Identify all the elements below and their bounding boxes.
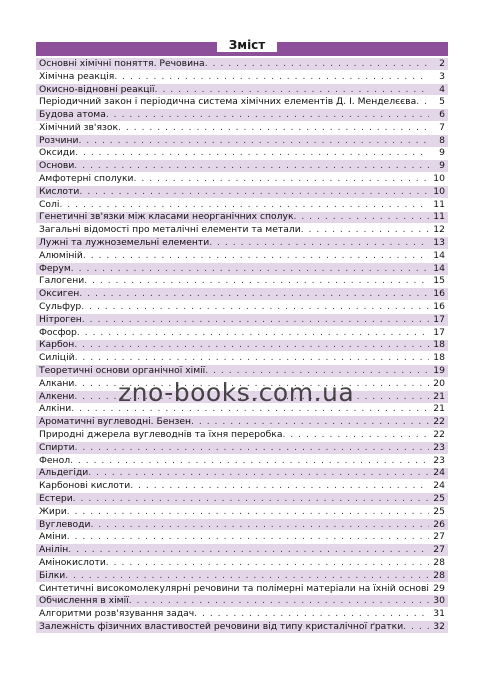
toc-leader-dots bbox=[294, 211, 430, 223]
toc-page-number: 17 bbox=[433, 326, 445, 338]
toc-entry-title: Алкени bbox=[39, 390, 75, 402]
toc-entry bbox=[36, 519, 429, 531]
toc-row[interactable] bbox=[36, 531, 448, 544]
toc-row[interactable] bbox=[36, 608, 448, 621]
toc-row[interactable] bbox=[36, 544, 448, 557]
toc-leader-dots bbox=[416, 96, 429, 108]
toc-leader-dots bbox=[79, 288, 429, 300]
toc-row[interactable] bbox=[36, 429, 448, 442]
toc-page-number: 29 bbox=[433, 582, 445, 594]
toc-leader-dots bbox=[67, 506, 429, 518]
toc-leader-dots bbox=[67, 531, 429, 543]
toc-page-number: 25 bbox=[433, 493, 445, 504]
toc-entry-title: Сульфур bbox=[39, 301, 82, 313]
toc-row[interactable] bbox=[36, 570, 448, 583]
toc-row[interactable] bbox=[36, 173, 448, 186]
toc-entry bbox=[36, 416, 429, 428]
toc-entry bbox=[36, 135, 429, 147]
toc-entry-title: Алкани bbox=[39, 377, 75, 389]
toc-entry-title: Естери bbox=[39, 493, 73, 504]
toc-row[interactable] bbox=[36, 480, 448, 493]
toc-entry bbox=[36, 288, 429, 300]
toc-row[interactable] bbox=[36, 109, 448, 122]
toc-entry-title: Хімічний зв'язок bbox=[39, 121, 119, 133]
toc-page-number: 28 bbox=[433, 569, 445, 581]
toc-page-number: 14 bbox=[433, 262, 445, 274]
toc-entry-title: Природні джерела вуглеводнів та їхня переробка bbox=[39, 429, 283, 441]
toc-leader-dots bbox=[403, 621, 429, 633]
toc-entry-title: Періодичний закон і періодична система хімічних елементів Д. І. Менделєєва bbox=[39, 96, 417, 108]
toc-row[interactable] bbox=[36, 621, 448, 634]
toc-leader-dots bbox=[114, 71, 429, 83]
toc-page-number: 10 bbox=[433, 185, 445, 197]
toc-entry bbox=[36, 544, 429, 556]
toc-leader-dots bbox=[106, 557, 429, 569]
toc-entry-title: Карбонові кислоти bbox=[39, 480, 131, 492]
toc-leader-dots bbox=[205, 365, 429, 377]
toc-entry bbox=[36, 263, 429, 275]
toc-leader-dots bbox=[59, 199, 429, 211]
toc-row[interactable] bbox=[36, 340, 448, 353]
toc-row[interactable] bbox=[36, 186, 448, 199]
toc-page-number: 18 bbox=[433, 339, 445, 351]
toc-leader-dots bbox=[106, 109, 429, 121]
toc-page-number: 21 bbox=[433, 390, 445, 402]
toc-page-number: 3 bbox=[439, 70, 445, 82]
toc-page-number: 4 bbox=[439, 83, 445, 95]
toc-entry bbox=[36, 224, 429, 236]
toc-entry bbox=[36, 327, 429, 339]
toc-entry bbox=[36, 621, 429, 633]
toc-entry-title: Жири bbox=[39, 505, 67, 517]
toc-entry bbox=[36, 122, 429, 134]
toc-entry-title: Кислоти bbox=[39, 185, 80, 197]
toc-entry-title: Карбон bbox=[39, 339, 75, 351]
toc-leader-dots bbox=[194, 608, 429, 620]
toc-row[interactable] bbox=[36, 212, 448, 225]
toc-row[interactable] bbox=[36, 416, 448, 429]
toc-row[interactable] bbox=[36, 84, 448, 97]
toc-row[interactable] bbox=[36, 276, 448, 289]
toc-row[interactable] bbox=[36, 455, 448, 468]
toc-entry bbox=[36, 442, 429, 454]
toc-entry-title: Залежність фізичних властивостей речовини від типу кристалічної ґратки bbox=[39, 620, 404, 632]
toc-entry-title: Обчислення в хімії bbox=[39, 595, 129, 607]
toc-entry-title: Алкіни bbox=[39, 403, 72, 415]
toc-entry-title: Розчини bbox=[39, 134, 79, 146]
toc-entry bbox=[36, 96, 429, 108]
toc-row[interactable] bbox=[36, 58, 448, 71]
toc-entry-title: Нітроген bbox=[39, 313, 82, 325]
toc-page-number: 22 bbox=[433, 416, 445, 428]
toc-row[interactable] bbox=[36, 263, 448, 276]
toc-page-number: 28 bbox=[433, 556, 445, 568]
toc-page-number: 16 bbox=[433, 301, 445, 313]
toc-entry bbox=[36, 199, 429, 211]
toc-entry bbox=[36, 250, 429, 262]
toc-entry bbox=[36, 506, 429, 518]
table-of-contents bbox=[36, 58, 448, 634]
toc-page-number: 11 bbox=[433, 198, 445, 210]
toc-entry-title: Білки bbox=[39, 569, 66, 581]
toc-entry-title: Фосфор bbox=[39, 326, 77, 338]
toc-entry-title: Вуглеводи bbox=[39, 518, 91, 530]
toc-page-number: 13 bbox=[433, 237, 445, 249]
toc-entry bbox=[36, 583, 429, 595]
toc-entry-title: Оксиген bbox=[39, 288, 80, 300]
toc-row[interactable] bbox=[36, 71, 448, 84]
toc-entry bbox=[36, 71, 429, 83]
toc-page-number: 32 bbox=[433, 620, 445, 632]
toc-leader-dots bbox=[71, 263, 429, 275]
toc-entry-title: Алюміній bbox=[39, 249, 83, 261]
toc-row[interactable] bbox=[36, 595, 448, 608]
toc-leader-dots bbox=[79, 186, 429, 198]
toc-row[interactable] bbox=[36, 160, 448, 173]
toc-page-number: 18 bbox=[433, 352, 445, 364]
toc-entry bbox=[36, 84, 429, 96]
toc-page-number: 24 bbox=[433, 480, 445, 492]
toc-leader-dots bbox=[68, 544, 429, 556]
toc-leader-dots bbox=[81, 301, 429, 313]
toc-entry bbox=[36, 314, 429, 326]
toc-page-number: 26 bbox=[433, 518, 445, 530]
toc-row[interactable] bbox=[36, 122, 448, 135]
toc-entry-title: Ферум bbox=[39, 262, 71, 274]
toc-leader-dots bbox=[118, 122, 429, 134]
toc-page-number: 21 bbox=[433, 403, 445, 415]
toc-entry-title: Оксиди bbox=[39, 147, 76, 159]
toc-entry-title: Солі bbox=[39, 198, 60, 210]
toc-page-number: 25 bbox=[433, 505, 445, 517]
toc-entry bbox=[36, 301, 429, 313]
toc-entry bbox=[36, 429, 429, 441]
toc-entry bbox=[36, 186, 429, 198]
toc-row[interactable] bbox=[36, 288, 448, 301]
toc-entry-title: Генетичні зв'язки між класами неорганічних сполук bbox=[39, 211, 294, 223]
toc-leader-dots bbox=[73, 493, 429, 505]
toc-page-number: 17 bbox=[433, 313, 445, 325]
toc-entry-title: Основи bbox=[39, 160, 75, 172]
toc-leader-dots bbox=[205, 58, 429, 70]
toc-row[interactable] bbox=[36, 506, 448, 519]
toc-leader-dots bbox=[75, 352, 429, 364]
toc-row[interactable] bbox=[36, 148, 448, 161]
watermark: zno-books.com.ua bbox=[118, 378, 355, 407]
toc-entry bbox=[36, 455, 429, 467]
toc-entry bbox=[36, 467, 429, 479]
toc-page-number: 19 bbox=[433, 365, 445, 377]
toc-entry-title: Синтетичні високомолекулярні речовини та полімерні матеріали на їхній основі bbox=[39, 582, 429, 594]
toc-page-number: 23 bbox=[433, 454, 445, 466]
page-title-text: Зміст bbox=[217, 38, 278, 52]
toc-row[interactable] bbox=[36, 583, 448, 596]
toc-entry bbox=[36, 211, 429, 223]
toc-entry bbox=[36, 275, 429, 287]
toc-row[interactable] bbox=[36, 519, 448, 532]
toc-entry-title: Спирти bbox=[39, 441, 75, 453]
toc-leader-dots bbox=[130, 480, 429, 492]
toc-entry bbox=[36, 365, 429, 377]
toc-leader-dots bbox=[77, 327, 429, 339]
toc-leader-dots bbox=[83, 250, 429, 262]
toc-entry bbox=[36, 237, 429, 249]
toc-row[interactable] bbox=[36, 557, 448, 570]
toc-page-number: 14 bbox=[433, 249, 445, 261]
toc-row[interactable] bbox=[36, 135, 448, 148]
toc-entry bbox=[36, 109, 429, 121]
toc-entry-title: Аміни bbox=[39, 531, 67, 543]
toc-entry-title: Хімічна реакція bbox=[39, 70, 115, 82]
toc-page-number: 27 bbox=[433, 544, 445, 556]
toc-leader-dots bbox=[65, 570, 429, 582]
toc-page-number: 24 bbox=[433, 467, 445, 479]
toc-leader-dots bbox=[84, 275, 429, 287]
toc-page-number: 9 bbox=[439, 147, 445, 159]
toc-entry bbox=[36, 595, 429, 607]
toc-entry bbox=[36, 480, 429, 492]
toc-leader-dots bbox=[88, 467, 429, 479]
toc-leader-dots bbox=[82, 314, 429, 326]
toc-leader-dots bbox=[134, 173, 429, 185]
toc-row[interactable] bbox=[36, 96, 448, 109]
toc-page-number: 7 bbox=[439, 121, 445, 133]
toc-leader-dots bbox=[74, 160, 429, 172]
toc-entry-title: Будова атома bbox=[39, 109, 106, 121]
toc-leader-dots bbox=[75, 442, 429, 454]
page-title bbox=[0, 38, 494, 52]
toc-page-number: 5 bbox=[439, 96, 445, 108]
toc-page-number: 23 bbox=[433, 441, 445, 453]
toc-leader-dots bbox=[78, 135, 429, 147]
toc-page-number: 8 bbox=[439, 134, 445, 146]
toc-leader-dots bbox=[155, 84, 429, 96]
toc-entry-title: Окисно-відновні реакції bbox=[39, 83, 155, 95]
toc-page-number: 31 bbox=[433, 608, 445, 620]
toc-row[interactable] bbox=[36, 327, 448, 340]
toc-page-number: 22 bbox=[433, 429, 445, 441]
toc-entry bbox=[36, 493, 429, 505]
toc-entry-title: Галогени bbox=[39, 275, 85, 287]
toc-row[interactable] bbox=[36, 468, 448, 481]
toc-entry-title: Фенол bbox=[39, 454, 71, 466]
toc-page-number: 16 bbox=[433, 288, 445, 300]
toc-row[interactable] bbox=[36, 199, 448, 212]
toc-entry-title: Основні хімічні поняття. Речовина bbox=[39, 57, 205, 69]
toc-entry-title: Амінокислоти bbox=[39, 556, 106, 568]
toc-page-number: 10 bbox=[433, 173, 445, 185]
toc-leader-dots bbox=[191, 416, 429, 428]
toc-entry bbox=[36, 570, 429, 582]
toc-entry-title: Алгоритми розв'язування задач bbox=[39, 608, 195, 620]
toc-page-number: 9 bbox=[439, 160, 445, 172]
toc-leader-dots bbox=[129, 595, 429, 607]
toc-entry bbox=[36, 557, 429, 569]
toc-entry-title: Ароматичні вуглеводні. Бензен bbox=[39, 416, 192, 428]
toc-entry bbox=[36, 531, 429, 543]
toc-page-number: 20 bbox=[433, 377, 445, 389]
toc-leader-dots bbox=[301, 224, 429, 236]
toc-entry bbox=[36, 608, 429, 620]
toc-row[interactable] bbox=[36, 237, 448, 250]
toc-page-number: 30 bbox=[433, 595, 445, 607]
toc-leader-dots bbox=[70, 455, 429, 467]
toc-entry-title: Лужні та лужноземельні елементи bbox=[39, 237, 210, 249]
toc-row[interactable] bbox=[36, 250, 448, 263]
toc-row[interactable] bbox=[36, 442, 448, 455]
toc-leader-dots bbox=[75, 147, 429, 159]
toc-entry bbox=[36, 147, 429, 159]
toc-page-number: 6 bbox=[439, 109, 445, 121]
toc-entry bbox=[36, 173, 429, 185]
toc-leader-dots bbox=[90, 519, 429, 531]
toc-entry bbox=[36, 160, 429, 172]
toc-page-number: 12 bbox=[433, 224, 445, 236]
toc-row[interactable] bbox=[36, 224, 448, 237]
toc-page-number: 2 bbox=[439, 57, 445, 69]
toc-entry-title: Загальні відомості про металічні елементи та метали bbox=[39, 224, 301, 236]
toc-entry-title: Силіцій bbox=[39, 352, 75, 364]
toc-page-number: 15 bbox=[433, 275, 445, 287]
toc-entry-title: Анілін bbox=[39, 544, 69, 556]
toc-leader-dots bbox=[74, 339, 429, 351]
toc-row[interactable] bbox=[36, 314, 448, 327]
toc-row[interactable] bbox=[36, 352, 448, 365]
toc-entry bbox=[36, 339, 429, 351]
toc-row[interactable] bbox=[36, 493, 448, 506]
toc-row[interactable] bbox=[36, 365, 448, 378]
toc-page-number: 27 bbox=[433, 531, 445, 543]
toc-leader-dots bbox=[282, 429, 429, 441]
toc-page-number: 11 bbox=[433, 211, 445, 223]
toc-row[interactable] bbox=[36, 301, 448, 314]
toc-leader-dots bbox=[209, 237, 429, 249]
toc-entry-title: Альдегіди bbox=[39, 467, 89, 479]
toc-entry-title: Теоретичні основи органічної хімії bbox=[39, 365, 206, 377]
toc-entry-title: Амфотерні сполуки bbox=[39, 173, 134, 185]
toc-entry bbox=[36, 352, 429, 364]
toc-entry bbox=[36, 58, 429, 70]
